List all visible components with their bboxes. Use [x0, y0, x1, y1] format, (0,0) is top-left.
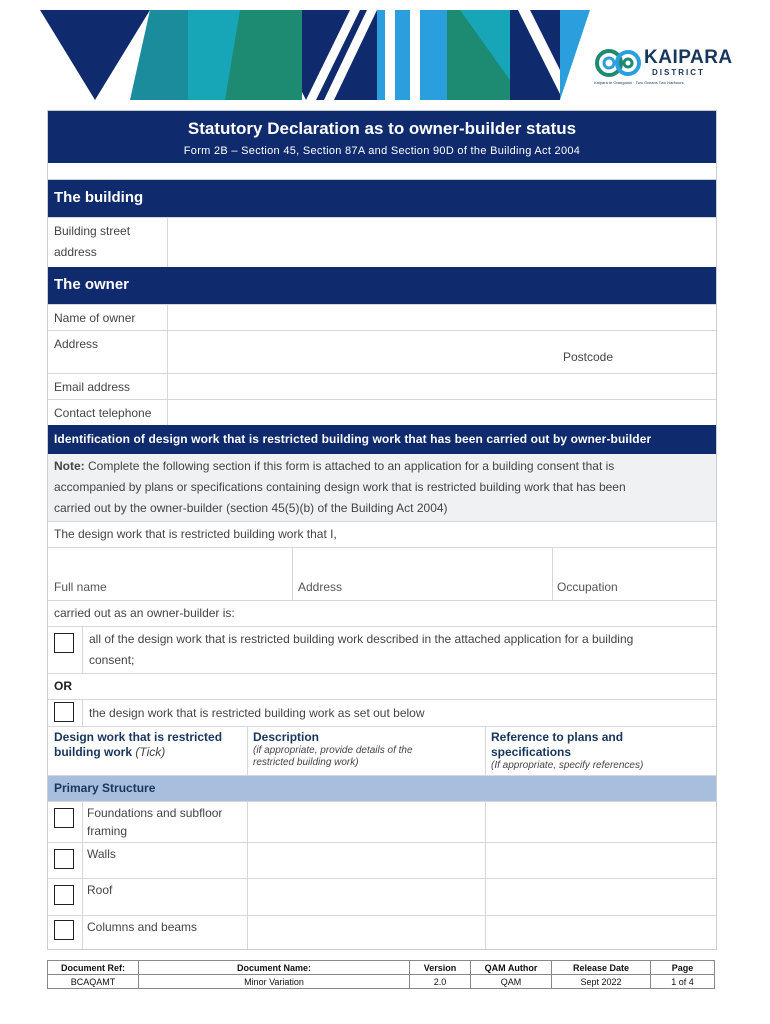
note-line-1: Complete the following section if this form is attached to an application for a building consent that is [84, 459, 615, 473]
full-name-field[interactable] [48, 548, 293, 600]
logo-tagline: Kaipara te Oranganui · Two Oceans Two Harbours [594, 80, 684, 85]
option-some-text: the design work that is restricted building work as set out below [89, 706, 425, 720]
columns-reference-field[interactable] [486, 916, 716, 949]
option-all-row [48, 626, 716, 673]
walls-tick-cell [48, 843, 83, 878]
section-building-heading: The building [48, 180, 716, 217]
footer-name-value: Minor Variation [139, 975, 410, 989]
work-row-foundations [48, 801, 716, 842]
postcode-label: Postcode [563, 350, 614, 364]
email-row [48, 373, 716, 399]
designer-address-label: Address [298, 580, 343, 594]
building-address-label: Building street address [48, 218, 168, 267]
option-all-text: all of the design work that is restricted building work described in the attached application for a building consent; [89, 632, 634, 667]
header-banner-graphic [40, 10, 590, 100]
col-description-header: Description (if appropriate, provide details of the restricted building work) [248, 727, 486, 775]
occupation-field[interactable] [553, 548, 716, 600]
occupation-label: Occupation [557, 580, 618, 594]
roof-description-field[interactable] [248, 879, 486, 915]
owner-name-field[interactable] [168, 305, 716, 330]
columns-tick-cell [48, 916, 83, 949]
option-some-cell [48, 700, 83, 726]
footer-ref-value: BCAQAMT [48, 975, 139, 989]
kaipara-district-logo [594, 44, 733, 90]
footer-ref-header: Document Ref: [48, 961, 139, 975]
roof-reference-field[interactable] [486, 879, 716, 915]
section-design-heading: Identification of design work that is restricted building work that has been carried out by owner-builder [48, 425, 716, 454]
work-row-roof [48, 878, 716, 915]
walls-description-field[interactable] [248, 843, 486, 878]
form-subtitle: Form 2B – Section 45, Section 87A and Section 90D of the Building Act 2004 [183, 145, 581, 157]
walls-label: Walls [83, 843, 248, 878]
option-some-row [48, 699, 716, 726]
foundations-description-field[interactable] [248, 802, 486, 842]
roof-checkbox[interactable] [54, 885, 74, 905]
footer-author-header: QAM Author [471, 961, 552, 975]
work-row-walls [48, 842, 716, 878]
columns-checkbox[interactable] [54, 920, 74, 940]
columns-description-field[interactable] [248, 916, 486, 949]
building-address-row [48, 217, 716, 267]
footer-page-value: 1 of 4 [651, 975, 715, 989]
foundations-label: Foundations and subfloor framing [83, 802, 248, 842]
option-all-checkbox[interactable] [54, 633, 74, 653]
footer-page-header: Page [651, 961, 715, 975]
phone-field[interactable] [168, 400, 716, 425]
option-all-cell [48, 627, 83, 673]
building-address-field[interactable] [168, 218, 716, 267]
columns-label: Columns and beams [83, 916, 248, 949]
logo-name: KAIPARA [644, 47, 733, 68]
foundations-reference-field[interactable] [486, 802, 716, 842]
form-title-band [48, 111, 716, 163]
carried-out-text: carried out as an owner-builder is: [48, 600, 716, 626]
owner-address-row [48, 330, 716, 373]
walls-reference-field[interactable] [486, 843, 716, 878]
footer-version-value: 2.0 [410, 975, 471, 989]
owner-address-field[interactable] [168, 331, 716, 373]
phone-row [48, 399, 716, 425]
spiral-logo-icon [594, 46, 642, 80]
design-note [48, 454, 716, 521]
work-table-header [48, 726, 716, 775]
primary-structure-heading: Primary Structure [48, 775, 716, 801]
form-title: Statutory Declaration as to owner-builder status [187, 119, 577, 138]
foundations-checkbox[interactable] [54, 808, 74, 828]
logo-subtitle: DISTRICT [652, 68, 705, 77]
roof-label: Roof [83, 879, 248, 915]
owner-address-label: Address [48, 331, 168, 373]
walls-checkbox[interactable] [54, 849, 74, 869]
col-tick-header: Design work that is restricted building work (Tick) [48, 727, 248, 775]
document-footer-table [47, 960, 715, 989]
note-line-3: carried out by the owner-builder (section 45(5)(b) of the Building Act 2004) [54, 501, 448, 515]
designer-address-field[interactable] [293, 548, 553, 600]
or-label: OR [48, 673, 716, 699]
footer-release-value: Sept 2022 [552, 975, 651, 989]
footer-name-header: Document Name: [139, 961, 410, 975]
footer-release-header: Release Date [552, 961, 651, 975]
email-label: Email address [48, 374, 168, 399]
design-intro: The design work that is restricted building work that I, [48, 521, 716, 547]
roof-tick-cell [48, 879, 83, 915]
section-owner-heading: The owner [48, 267, 716, 304]
col-reference-header: Reference to plans and specifications (If appropriate, specify references) [491, 730, 644, 771]
declaration-form [47, 110, 717, 950]
phone-label: Contact telephone [48, 400, 168, 425]
owner-name-row [48, 304, 716, 330]
spacer [48, 163, 716, 180]
footer-version-header: Version [410, 961, 471, 975]
owner-name-label: Name of owner [48, 305, 168, 330]
option-some-checkbox[interactable] [54, 702, 74, 722]
note-line-2: accompanied by plans or specifications containing design work that is restricted building work that has been [54, 480, 626, 494]
owner-builder-details-row [48, 547, 716, 600]
work-row-columns [48, 915, 716, 949]
footer-author-value: QAM [471, 975, 552, 989]
full-name-label: Full name [54, 580, 107, 594]
email-field[interactable] [168, 374, 716, 399]
note-prefix: Note: [54, 459, 85, 473]
foundations-tick-cell [48, 802, 83, 842]
